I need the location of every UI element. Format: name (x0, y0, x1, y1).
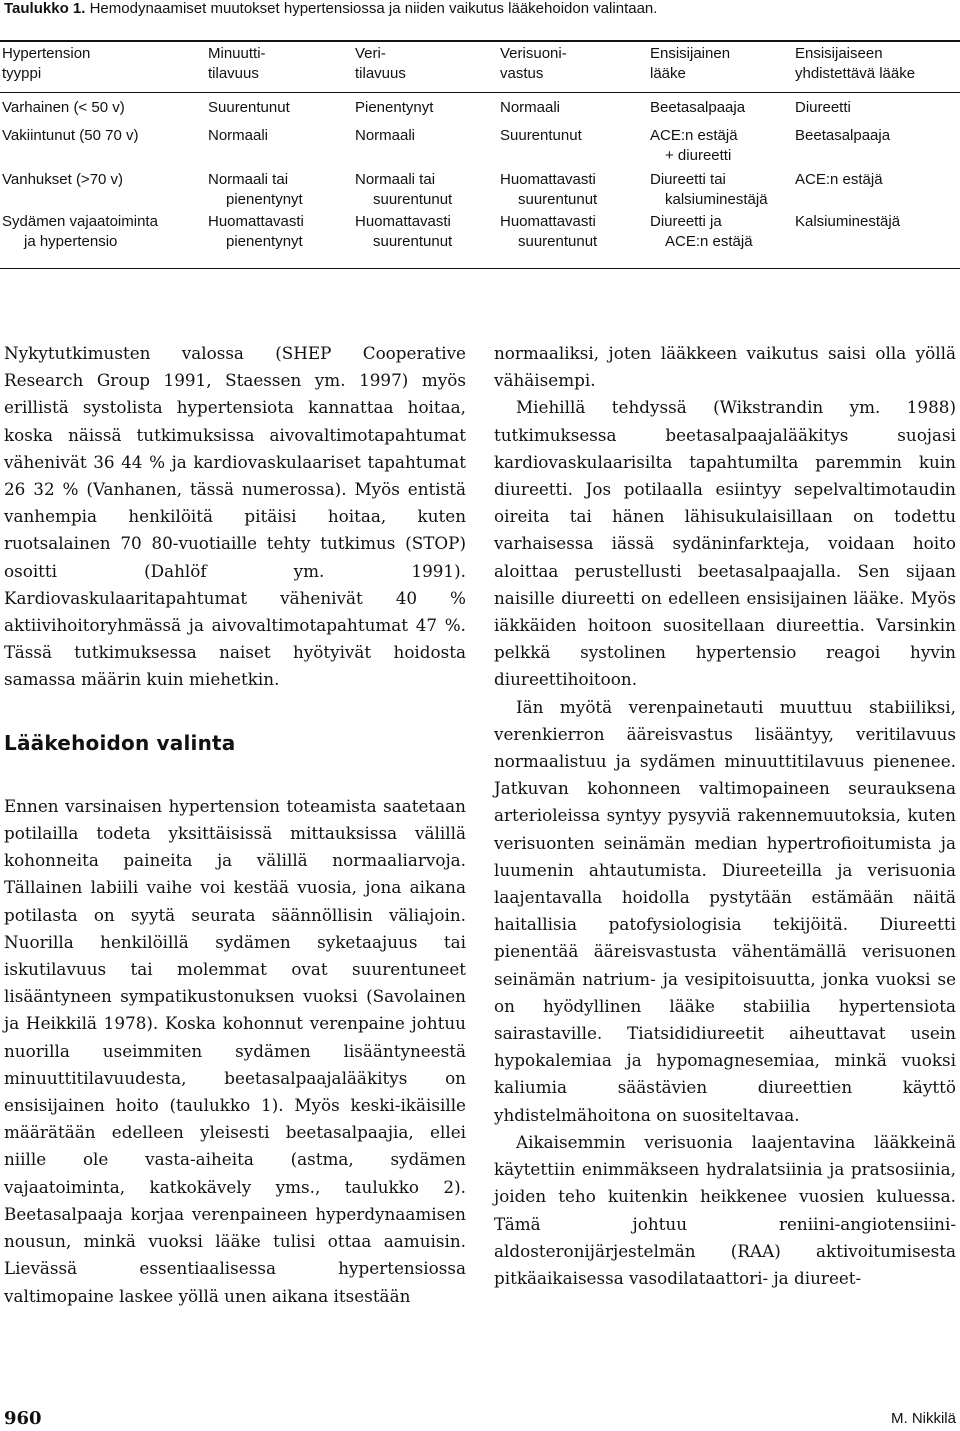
right-column (494, 340, 956, 1292)
table-cell: Pienentynyt (355, 99, 434, 116)
table-cell: Sydämen vajaatoiminta ja hypertensio (2, 213, 158, 250)
table-row (0, 118, 960, 166)
table-cell: Normaali (208, 127, 269, 144)
table-cell: Normaali (500, 99, 561, 116)
table-cell: ACE:n estäjä (795, 171, 883, 188)
paragraph: Iän myötä verenpainetauti muuttuu stabiiliksi, verenkierron ääreisvastus lisääntyy, veritilavuus normaalistuu ja sydämen minuuttitilavuus pienenee. Jatkuvan kohonneen valtimopaineen seurauksena arterioleissa syntyy pysyviä rakennemuutoksia, kuten verisuonten seinämän median hypertrofioitumista ja luumenin ahtautumista. Diureeteilla ja verisuonia laajentavalla hoidolla pystytään estämään näitä haitallisia patofysiologisia tekijöitä. Diureetti pienentää ääreisvastusta vähentämällä verisuonen seinämän natrium- ja vesipitoisuutta, jonka vuoksi se on hyödyllinen lääke stabiilia hypertensiota sairastaville. Tiatsididiureetit aiheuttavat usein hypokalemiaa ja hypomagnesemiaa, minkä vuoksi kaliumia säästävien diureettien käyttö yhdistelmähoitona on suositeltavaa. (494, 696, 956, 1125)
page-number: 960 (4, 1408, 42, 1429)
table-top-rule (0, 40, 960, 42)
header-cell: Hypertension tyyppi (2, 45, 91, 82)
table-row (0, 212, 960, 272)
table-cell: Vanhukset (>70 v) (2, 171, 124, 188)
header-cell: Ensisijaiseen yhdistettävä lääke (795, 45, 916, 82)
table-cell: Diureetti tai kalsiuminestäjä (650, 171, 768, 208)
table-cell: Huomattavasti suurentunut (500, 213, 598, 250)
header-cell: Ensisijainen lääke (650, 45, 731, 82)
table-cell: Suurentunut (208, 99, 290, 116)
paragraph: Miehillä tehdyssä (Wikstrandin ym. 1988) tutkimuksessa beetasalpaajalääkitys suojasi kardiovaskulaarisilta tapahtumilta paremmin kuin diureetti. Jos potilaalla esiintyy sepelvaltimotaudin oireita tai hänen lähisukulaisillaan on todettu varhaisessa iässä sydäninfarkteja, voidaan hoito aloittaa perustellusti beetasalpaajalla. Sen sijaan naisille diureetti on edelleen ensisijainen lääke. Myös iäkkäiden hoitoon suositellaan diureettia. Varsinkin pelkkä systolinen hypertensio reagoi hyvin diureettihoitoon. (494, 397, 956, 690)
table-cell: Normaali (355, 127, 416, 144)
table-caption (4, 0, 954, 18)
table-cell: Varhainen (< 50 v) (2, 99, 125, 116)
header-cell: Minuutti- tilavuus (208, 45, 266, 82)
table-cell: Beetasalpaaja (795, 127, 891, 144)
paragraph: Aikaisemmin verisuonia laajentavina lääkkeinä käytettiin enimmäkseen hydralatsiinia ja pratsosiinia, joiden teho kuitenkin heikkenee vuosien kuluessa. Tämä johtuu reniini-angiotensiini-aldosteronijärjestelmän (RAA) aktivoitumisesta pitkäaikaisessa vasodilataattori- ja diureet- (494, 1131, 956, 1288)
paragraph: normaaliksi, joten lääkkeen vaikutus saisi olla yöllä vähäisempi. (494, 343, 956, 391)
paragraph: Ennen varsinaisen hypertension toteamista saatetaan potilailla todeta yksittäisissä mittauksissa välillä kohonneita paineita ja välillä normaaliarvoja. Tällainen labiili vaihe voi kestää vuosia, jona aikana potilasta on syytä seurata säännöllisin väliajoin. Nuorilla henkilöillä sydämen syketaajuus tai iskutilavuus tai molemmat ovat suurentuneet lisääntyneen sympatikustonuksen vuoksi (Savolainen ja Heikkilä 1978). Koska kohonnut verenpaine johtuu nuorilla useimmiten sydämen lisääntyneestä minuuttitilavuudesta, beetasalpaajalääkitys on ensisijainen hoito (taulukko 1). Myös keski-ikäisille määrätään edelleen yleisesti beetasalpaajia, ellei niille ole vasta-aiheita (astma, sydämen vajaatoiminta, katkokävely yms., taulukko 2). Beetasalpaaja korjaa verenpaineen hyperdynaamisen nousun, minkä vuoksi lääke tulisi ottaa aamuisin. Lievässä essentiaalisessa hypertensiossa valtimopaine laskee yöllä unen aikana itsestään (4, 795, 466, 1306)
table-row (0, 166, 960, 212)
table-cell: Vakiintunut (50 70 v) (2, 127, 139, 144)
table-caption-text: Hemodynaamiset muutokset hypertensiossa ja niiden vaikutus lääkehoidon valintaan. (89, 0, 658, 17)
table-cell: Suurentunut (500, 127, 582, 144)
hemodynamics-table (0, 44, 960, 272)
table-caption-label: Taulukko 1. (4, 0, 86, 17)
table-cell: Normaali tai pienentynyt (208, 171, 303, 208)
table-cell: Huomattavasti suurentunut (500, 171, 598, 208)
table-cell: Normaali tai suurentunut (355, 171, 453, 208)
section-heading: Lääkehoidon valinta (4, 730, 236, 755)
table-cell: Huomattavasti suurentunut (355, 213, 453, 250)
table-cell: ACE:n estäjä + diureetti (650, 127, 738, 164)
table-cell: Diureetti (795, 99, 851, 116)
table-cell: Huomattavasti pienentynyt (208, 213, 304, 250)
header-cell: Verisuoni- vastus (500, 45, 567, 82)
paragraph: Nykytutkimusten valossa (SHEP Cooperative Research Group 1991, Staessen ym. 1997) myös erillistä systolista hypertensiota kannattaa hoitaa, koska näissä tutkimuksissa aivovaltimotapahtumat vähenivät 36 44 % ja kardiovaskulaariset tapahtumat 26 32 % (Vanhanen, tässä numerossa). Myös entistä vanhempia henkilöitä pitäisi hoitaa, kuten ruotsalainen 70 80-vuotiaille tehty tutkimus (STOP) osoitti (Dahlöf ym. 1991). Kardiovaskulaaritapahtumat vähenivät 40 % aktiivihoitoryhmässä ja aivovaltimotapahtumat 47 %. Tässä tutkimuksessa naiset hyötyivät hoidosta samassa määrin kuin miehetkin. (4, 343, 466, 690)
table-cell: Beetasalpaaja (650, 99, 746, 116)
left-column (4, 340, 466, 1310)
author-name: M. Nikkilä (890, 1410, 956, 1427)
header-cell: Veri- tilavuus (355, 45, 406, 82)
table-header-row (0, 44, 960, 90)
table-cell: Diureetti ja ACE:n estäjä (650, 213, 753, 250)
table-row (0, 90, 960, 118)
table-cell: Kalsiuminestäjä (795, 213, 901, 230)
